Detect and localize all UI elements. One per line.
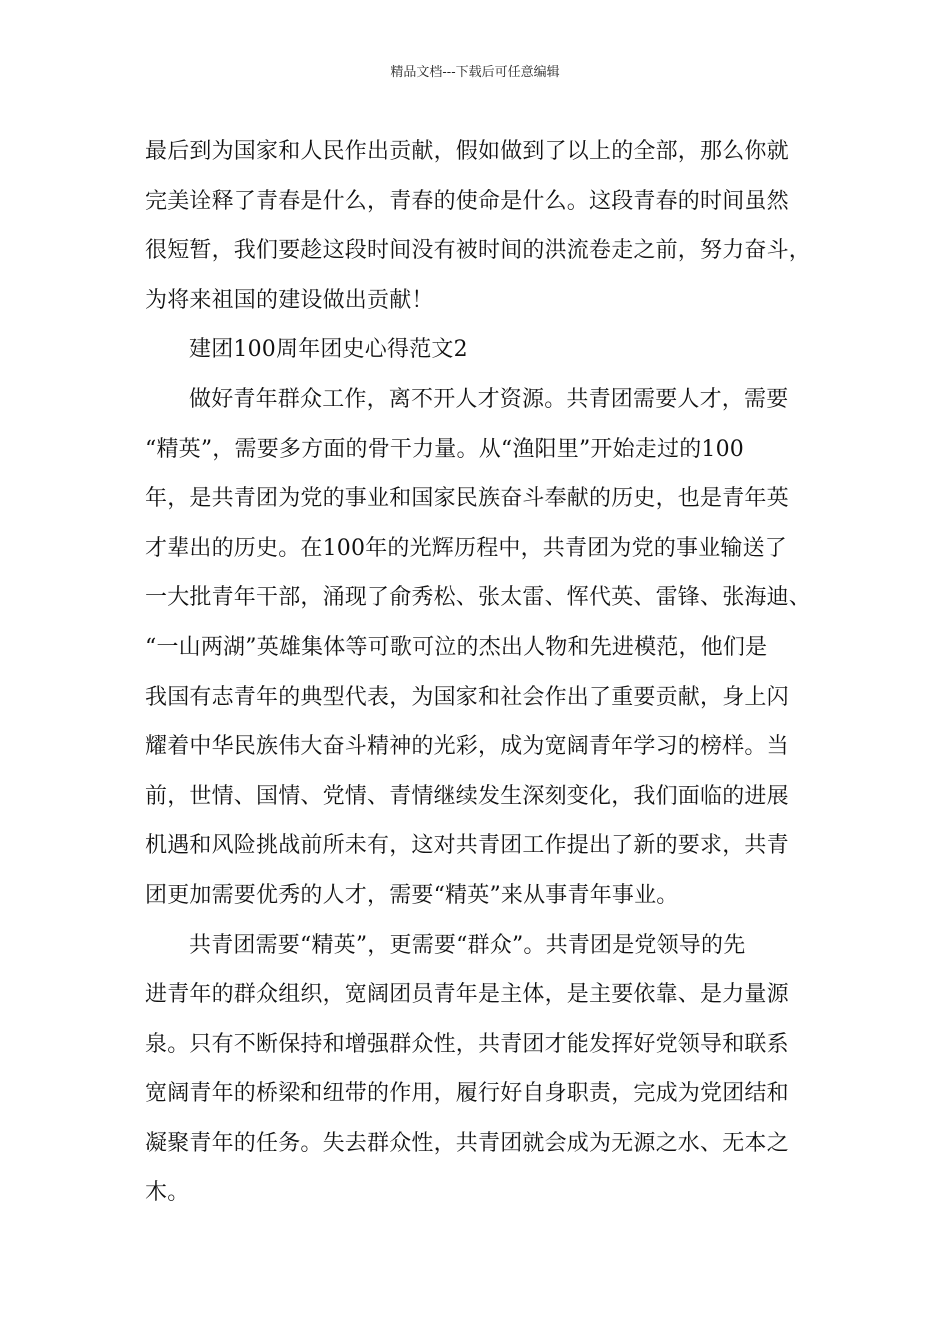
text-line: 团更加需要优秀的人才，需要“精英”来从事青年事业。 — [145, 882, 679, 908]
text-line: “精英”，需要多方面的骨干力量。从“渔阳里”开始走过的100 — [145, 436, 744, 462]
section-heading: 建团100周年团史心得范文2 — [189, 337, 468, 363]
text-line: 最后到为国家和人民作出贡献，假如做到了以上的全部，那么你就 — [145, 139, 789, 164]
text-line: 木。 — [145, 1180, 190, 1206]
text-line: 耀着中华民族伟大奋斗精神的光彩，成为宽阔青年学习的榜样。当 — [145, 734, 789, 760]
text-line: 凝聚青年的任务。失去群众性，共青团就会成为无源之水、无本之 — [145, 1130, 789, 1156]
text-line: 共青团需要“精英”，更需要“群众”。共青团是党领导的先 — [189, 932, 746, 958]
text-line: 一大批青年干部，涌现了俞秀松、张太雷、恽代英、雷锋、张海迪、 — [145, 585, 812, 611]
page-header: 精品文档---下载后可任意编辑 — [390, 65, 560, 80]
text-line: 才辈出的历史。在100年的光辉历程中，共青团为党的事业输送了 — [145, 535, 787, 561]
text-line: 机遇和风险挑战前所未有，这对共青团工作提出了新的要求，共青 — [145, 833, 789, 859]
text-line: 我国有志青年的典型代表，为国家和社会作出了重要贡献，身上闪 — [145, 684, 789, 710]
text-line: 很短暂，我们要趁这段时间没有被时间的洪流卷走之前，努力奋斗， — [145, 238, 812, 264]
text-line: “一山两湖”英雄集体等可歌可泣的杰出人物和先进模范，他们是 — [145, 634, 768, 660]
text-line: 前，世情、国情、党情、青情继续发生深刻变化，我们面临的进展 — [145, 783, 789, 809]
text-line: 完美诠释了青春是什么，青春的使命是什么。这段青春的时间虽然 — [145, 188, 789, 214]
text-line: 泉。只有不断保持和增强群众性，共青团才能发挥好党领导和联系 — [145, 1031, 789, 1057]
text-line: 宽阔青年的桥梁和纽带的作用，履行好自身职责，完成为党团结和 — [145, 1081, 789, 1107]
text-line: 为将来祖国的建设做出贡献！ — [145, 287, 434, 313]
document-body — [145, 127, 812, 1218]
text-line: 进青年的群众组织，宽阔团员青年是主体，是主要依靠、是力量源 — [145, 982, 789, 1008]
text-line: 年，是共青团为党的事业和国家民族奋斗奉献的历史，也是青年英 — [145, 486, 789, 512]
text-line: 做好青年群众工作，离不开人才资源。共青团需要人才，需要 — [189, 386, 789, 412]
